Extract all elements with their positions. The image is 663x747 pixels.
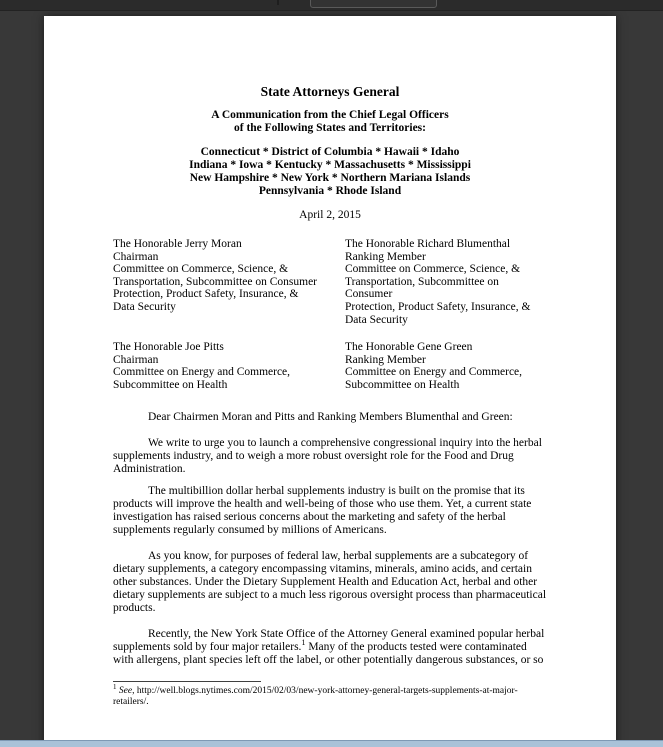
- recipient-block-pitts: [113, 341, 345, 391]
- recipient-row-commerce: [113, 238, 547, 326]
- address-line: The Honorable Richard Blumenthal: [345, 238, 511, 250]
- footnote-marker-superscript: 1: [113, 682, 117, 691]
- address-line: Committee on Commerce, Science, &: [345, 263, 521, 276]
- address-line: Ranking Member: [345, 250, 426, 263]
- footnote-text: [113, 682, 547, 709]
- address-line: Chairman: [113, 250, 159, 263]
- paragraph-text: Recently, the New York State Office of the Attorney General examined popular herbal supplements sold by four major retailers.: [113, 627, 545, 653]
- body-paragraph: We write to urge you to launch a comprehensive congressional inquiry into the herbal supplements industry, and to weigh a more robust oversight role for the Food and Drug Administration.: [113, 436, 542, 475]
- address-line: Protection, Product Safety, Insurance, &: [113, 288, 299, 301]
- recipient-block-moran: [113, 238, 345, 326]
- recipient-row-energy: [113, 341, 547, 391]
- address-line: Ranking Member: [345, 353, 426, 366]
- footnote-reference-superscript: 1: [301, 637, 306, 647]
- toolbar-separator: [277, 0, 279, 5]
- document-canvas: [0, 11, 663, 740]
- address-line: The Honorable Jerry Moran: [113, 238, 242, 250]
- letter-date: April 2, 2015: [299, 209, 361, 221]
- address-line: The Honorable Joe Pitts: [113, 341, 224, 354]
- states-line: Pennsylvania * Rhode Island: [258, 185, 402, 197]
- salutation: Dear Chairmen Moran and Pitts and Ranking Members Blumenthal and Green:: [148, 410, 513, 423]
- subtitle-line: of the Following States and Territories:: [234, 122, 426, 134]
- address-line: Protection, Product Safety, Insurance, &: [345, 300, 531, 313]
- address-line: Committee on Energy and Commerce,: [345, 366, 523, 379]
- states-line: Indiana * Iowa * Kentucky * Massachusetts * Mississippi: [189, 159, 471, 171]
- address-line: Data Security: [345, 313, 408, 326]
- address-line: Transportation, Subcommittee on Consumer: [345, 275, 499, 301]
- body-paragraph: [113, 628, 547, 667]
- document-subtitle: [113, 109, 547, 135]
- footnote-see: See: [118, 685, 133, 696]
- address-line: Committee on Energy and Commerce,: [113, 366, 291, 379]
- document-title: State Attorneys General: [260, 84, 400, 99]
- address-line: Transportation, Subcommittee on Consumer: [113, 275, 318, 288]
- footnote-area: [113, 681, 547, 709]
- subtitle-line: A Communication from the Chief Legal Officers: [211, 109, 449, 121]
- address-line: Subcommittee on Health: [345, 378, 460, 391]
- address-line: Subcommittee on Health: [113, 378, 228, 391]
- top-toolbar: [0, 0, 663, 11]
- states-line: New Hampshire * New York * Northern Mariana Islands: [189, 172, 471, 184]
- states-line: Connecticut * District of Columbia * Hawaii * Idaho: [200, 146, 460, 158]
- recipient-block-green: [345, 341, 547, 391]
- address-line: Data Security: [113, 300, 176, 313]
- recipient-block-blumenthal: [345, 238, 547, 326]
- states-list: [113, 146, 547, 198]
- address-line: The Honorable Gene Green: [345, 341, 473, 354]
- address-line: Committee on Commerce, Science, &: [113, 263, 289, 276]
- body-paragraph: As you know, for purposes of federal law, herbal supplements are a subcategory of dietary supplements, a category encompassing vitamins, minerals, amino acids, and certain other substances. Under the Dietary Supplement Health and Education Act, herbal and other dietary supplements are subject to a much less rigorous oversight process than pharmaceutical products.: [113, 549, 547, 614]
- document-page: [44, 16, 616, 740]
- toolbar-control-partial[interactable]: [310, 0, 437, 8]
- address-line: Chairman: [113, 353, 159, 366]
- paragraph-text: Many of the products tested were contaminated with allergens, plant species left off the label, or other potentially dangerous substances, or so: [113, 640, 544, 666]
- body-paragraph: The multibillion dollar herbal supplements industry is built on the promise that its products will improve the health and well-being of those who use them. Yet, a current state investigation has raised serious concerns about the marketing and safety of the herbal supplements regularly consumed by millions of Americans.: [113, 484, 532, 536]
- footnote-url: , http://well.blogs.nytimes.com/2015/02/03/new-york-attorney-general-targets-supplements-at-major-retailers/.: [113, 685, 518, 708]
- horizontal-scrollbar[interactable]: [0, 740, 663, 747]
- footnote-separator: [113, 681, 261, 682]
